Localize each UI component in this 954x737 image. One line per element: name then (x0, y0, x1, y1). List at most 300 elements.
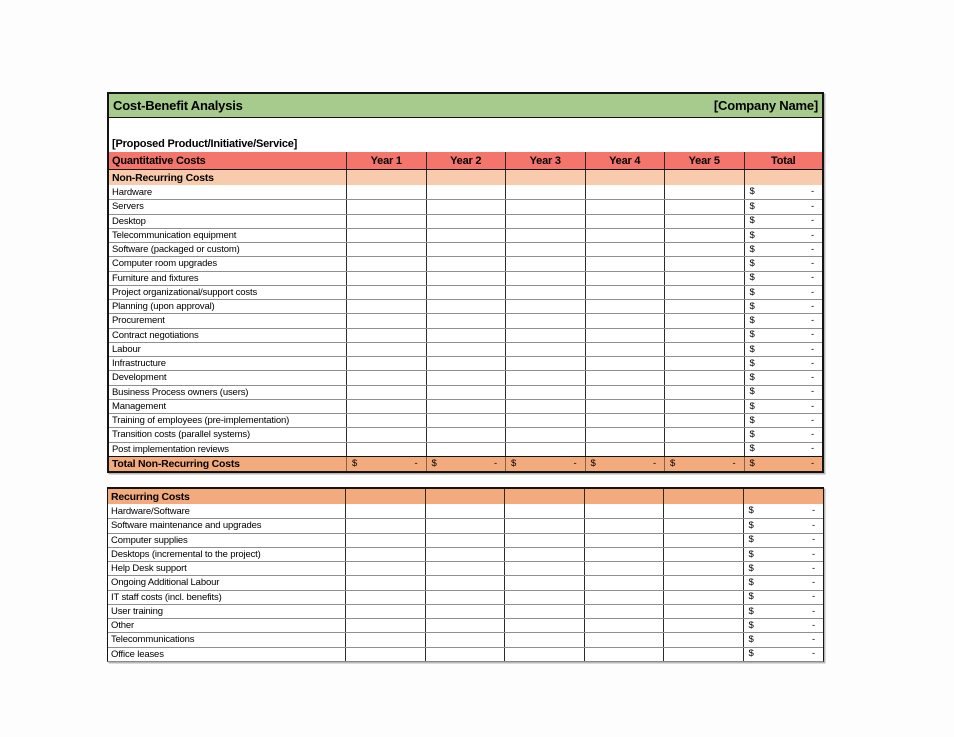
year-cell (425, 576, 505, 589)
currency-symbol: $ (749, 229, 755, 241)
total-cell (744, 329, 823, 342)
currency-symbol: $ (748, 591, 754, 603)
empty-amount: - (810, 443, 814, 455)
section-empty-cell (345, 489, 425, 504)
empty-amount: - (653, 458, 656, 469)
year-cell (426, 400, 506, 413)
year-cell (585, 286, 665, 299)
year-cell (345, 504, 425, 518)
year-cell (426, 229, 506, 242)
year-cell (345, 576, 425, 589)
year-cell (504, 648, 584, 661)
currency-symbol: $ (748, 605, 754, 617)
table-row (109, 328, 822, 342)
currency-symbol: $ (748, 634, 754, 646)
year-cell (426, 185, 506, 199)
year-cell (664, 257, 744, 270)
empty-amount: - (810, 400, 814, 412)
currency-symbol: $ (748, 577, 754, 589)
total-cell (744, 200, 823, 213)
year-cell (345, 619, 425, 632)
year-cell (505, 343, 585, 356)
table-row (108, 547, 823, 561)
table-row (109, 342, 822, 356)
year-cell (346, 371, 426, 384)
year-cell (585, 428, 665, 441)
year-cell (504, 519, 584, 532)
year-cell (664, 200, 744, 213)
table-row (109, 427, 822, 441)
year-cell (425, 562, 505, 575)
currency-symbol: $ (749, 286, 755, 298)
year-cell (664, 300, 744, 313)
row-label: Procurement (112, 315, 165, 327)
year-cell (425, 534, 505, 547)
year-cell (585, 229, 665, 242)
row-label: Telecommunications (111, 634, 195, 646)
total-cell (743, 591, 824, 604)
year-cell (664, 215, 744, 228)
year-cell (426, 343, 506, 356)
table-row (109, 214, 822, 228)
year-cell (664, 314, 744, 327)
year-cell (345, 591, 425, 604)
year-cell (505, 243, 585, 256)
table-row (108, 647, 823, 661)
year-cell (346, 386, 426, 399)
table-row (109, 399, 822, 413)
year-cell (505, 257, 585, 270)
empty-amount: - (414, 458, 418, 469)
currency-symbol: $ (749, 215, 755, 227)
year-cell (584, 562, 664, 575)
year-cell (426, 200, 506, 213)
year-header-cell: Total (744, 152, 823, 169)
year-cell (504, 504, 584, 518)
year-cell (505, 371, 585, 384)
year-cell (505, 200, 585, 213)
year-cell (346, 229, 426, 242)
recurring-costs-table (107, 487, 824, 662)
year-cell (346, 286, 426, 299)
section-empty-cell (346, 170, 426, 185)
total-cell (744, 286, 823, 299)
year-cell (346, 257, 426, 270)
row-label: Software (packaged or custom) (112, 244, 240, 256)
empty-amount: - (810, 229, 814, 241)
year-cell (346, 329, 426, 342)
total-amount-cell (426, 457, 506, 471)
row-label: Development (112, 372, 167, 384)
row-label: Hardware/Software (111, 505, 190, 517)
year-cell (584, 591, 664, 604)
currency-symbol: $ (749, 300, 755, 312)
total-amount-cell (664, 457, 744, 471)
year-cell (663, 576, 743, 589)
year-cell (425, 648, 505, 661)
total-non-recurring-row (109, 456, 822, 471)
total-cell (744, 400, 823, 413)
year-cell (584, 633, 664, 646)
currency-symbol: $ (748, 520, 754, 532)
table-row (108, 618, 823, 632)
table-row (109, 271, 822, 285)
currency-symbol: $ (748, 548, 754, 560)
currency-symbol: $ (749, 443, 755, 455)
empty-amount: - (573, 458, 577, 469)
year-cell (426, 300, 506, 313)
row-label: Desktops (incremental to the project) (111, 548, 261, 560)
currency-symbol: $ (749, 258, 755, 270)
empty-amount: - (811, 562, 815, 574)
quantitative-costs-label: Quantitative Costs (112, 154, 206, 167)
year-cell (426, 272, 506, 285)
year-cell (585, 314, 665, 327)
non-recurring-rows (109, 185, 822, 456)
total-cell (743, 519, 824, 532)
year-cell (425, 548, 505, 561)
total-cell (744, 443, 823, 456)
empty-amount: - (810, 343, 814, 355)
currency-symbol: $ (749, 243, 755, 255)
year-cell (584, 504, 664, 518)
year-cell (505, 185, 585, 199)
year-cell (504, 633, 584, 646)
year-cell (663, 562, 743, 575)
total-cell (744, 257, 823, 270)
currency-symbol: $ (749, 372, 755, 384)
total-cell (743, 534, 824, 547)
year-cell (505, 400, 585, 413)
total-cell (743, 605, 824, 618)
year-cell (664, 229, 744, 242)
year-cell (664, 243, 744, 256)
total-cell (744, 300, 823, 313)
year-cell (664, 357, 744, 370)
year-cell (426, 314, 506, 327)
year-cell (505, 443, 585, 456)
row-label: Telecommunication equipment (112, 229, 237, 241)
empty-amount: - (810, 429, 814, 441)
row-label: Transition costs (parallel systems) (112, 429, 250, 441)
total-cell (744, 272, 823, 285)
empty-amount: - (732, 458, 736, 469)
row-label: Desktop (112, 215, 146, 227)
year-cell (664, 428, 744, 441)
year-cell (664, 400, 744, 413)
currency-symbol: $ (749, 458, 755, 469)
year-cell (584, 619, 664, 632)
empty-amount: - (811, 605, 815, 617)
year-cell (425, 519, 505, 532)
year-cell (585, 386, 665, 399)
table-row (109, 256, 822, 270)
total-cell (744, 371, 823, 384)
year-cell (345, 605, 425, 618)
row-label: IT staff costs (incl. benefits) (111, 591, 222, 603)
year-cell (425, 605, 505, 618)
section-empty-cell (585, 170, 665, 185)
total-cell (744, 185, 823, 199)
table-row (109, 413, 822, 427)
proposed-product-label: [Proposed Product/Initiative/Service] (112, 138, 298, 150)
section-empty-cell (425, 489, 505, 504)
year-cell (505, 386, 585, 399)
total-cell (744, 386, 823, 399)
table-row (108, 533, 823, 547)
year-cell (663, 633, 743, 646)
row-label: Labour (112, 343, 141, 355)
year-cell (663, 619, 743, 632)
year-cell (584, 648, 664, 661)
currency-symbol: $ (352, 458, 358, 469)
year-cell (505, 314, 585, 327)
currency-symbol: $ (748, 619, 754, 631)
empty-amount: - (811, 534, 815, 546)
currency-symbol: $ (748, 505, 754, 517)
currency-symbol: $ (749, 315, 755, 327)
year-cell (664, 343, 744, 356)
currency-symbol: $ (749, 186, 755, 198)
year-cell (505, 272, 585, 285)
year-cell (585, 357, 665, 370)
year-cell (585, 371, 665, 384)
year-cell (663, 519, 743, 532)
empty-amount: - (810, 386, 814, 398)
year-cell (584, 534, 664, 547)
non-recurring-section-label: Non-Recurring Costs (112, 171, 214, 184)
currency-symbol: $ (749, 357, 755, 369)
total-cell (744, 243, 823, 256)
empty-amount: - (810, 201, 814, 213)
currency-symbol: $ (431, 458, 437, 469)
table-row (108, 575, 823, 589)
currency-symbol: $ (749, 329, 755, 341)
year-cell (585, 400, 665, 413)
year-cell (663, 648, 743, 661)
empty-amount: - (810, 357, 814, 369)
year-cell (426, 215, 506, 228)
year-cell (585, 257, 665, 270)
row-label: Planning (upon approval) (112, 301, 215, 313)
year-header-cell: Year 5 (664, 152, 744, 169)
table-row (108, 590, 823, 604)
row-label: Software maintenance and upgrades (111, 520, 262, 532)
year-cell (346, 200, 426, 213)
table-row (109, 356, 822, 370)
empty-amount: - (810, 315, 814, 327)
table-row (109, 442, 822, 456)
total-amount-cell (505, 457, 585, 471)
currency-symbol: $ (748, 534, 754, 546)
currency-symbol: $ (749, 429, 755, 441)
section-empty-cell (744, 170, 823, 185)
total-cell (743, 648, 824, 661)
year-cell (425, 619, 505, 632)
table-row (109, 285, 822, 299)
table-row (109, 370, 822, 384)
total-cell (743, 576, 824, 589)
year-cell (504, 619, 584, 632)
total-cell (744, 428, 823, 441)
year-cell (345, 562, 425, 575)
year-cell (504, 591, 584, 604)
cost-benefit-table (107, 92, 824, 473)
section-empty-cell (426, 170, 506, 185)
year-cell (346, 185, 426, 199)
table-row (109, 385, 822, 399)
year-cell (584, 519, 664, 532)
table-row (108, 504, 823, 518)
year-cell (346, 272, 426, 285)
year-cell (345, 633, 425, 646)
row-label: Computer room upgrades (112, 258, 217, 270)
year-cell (505, 329, 585, 342)
year-cell (663, 605, 743, 618)
year-cell (504, 562, 584, 575)
total-cell (744, 215, 823, 228)
year-cell (505, 428, 585, 441)
year-cell (505, 300, 585, 313)
currency-symbol: $ (749, 272, 755, 284)
total-cell (744, 229, 823, 242)
empty-amount: - (810, 329, 814, 341)
year-cell (426, 371, 506, 384)
page-title: Cost-Benefit Analysis (113, 98, 243, 113)
empty-amount: - (810, 258, 814, 270)
year-cell (426, 243, 506, 256)
year-cell (585, 343, 665, 356)
empty-amount: - (810, 372, 814, 384)
year-cell (426, 428, 506, 441)
year-cell (664, 272, 744, 285)
table-row (109, 313, 822, 327)
empty-amount: - (811, 591, 815, 603)
year-cell (425, 504, 505, 518)
total-cell (743, 562, 824, 575)
row-label: Project organizational/support costs (112, 286, 258, 298)
year-cell (346, 215, 426, 228)
empty-amount: - (810, 300, 814, 312)
row-label: Contract negotiations (112, 329, 199, 341)
year-cell (664, 414, 744, 427)
currency-symbol: $ (670, 458, 676, 469)
year-cell (505, 357, 585, 370)
total-cell (744, 357, 823, 370)
currency-symbol: $ (590, 458, 596, 469)
subtitle-row (109, 118, 822, 152)
total-cell (744, 343, 823, 356)
year-cell (664, 371, 744, 384)
year-cell (346, 443, 426, 456)
section-empty-cell (504, 489, 584, 504)
year-cell (426, 414, 506, 427)
empty-amount: - (811, 619, 815, 631)
year-cell (345, 648, 425, 661)
section-empty-cell (663, 489, 743, 504)
empty-amount: - (811, 634, 815, 646)
year-cell (663, 504, 743, 518)
row-label: Other (111, 620, 135, 632)
year-cell (426, 357, 506, 370)
recurring-rows (108, 504, 823, 661)
year-cell (664, 329, 744, 342)
empty-amount: - (811, 458, 814, 469)
table-row (108, 561, 823, 575)
empty-amount: - (810, 243, 814, 255)
year-cell (505, 414, 585, 427)
total-cell (743, 548, 824, 561)
row-label: Post implementation reviews (112, 443, 229, 455)
recurring-section-row (108, 489, 823, 504)
empty-amount: - (810, 286, 814, 298)
year-cell (505, 286, 585, 299)
total-amount-cell (585, 457, 665, 471)
currency-symbol: $ (511, 458, 517, 469)
year-cell (426, 286, 506, 299)
year-cell (664, 443, 744, 456)
year-cell (346, 357, 426, 370)
empty-amount: - (810, 215, 814, 227)
year-cell (346, 343, 426, 356)
empty-amount: - (811, 520, 815, 532)
year-cell (664, 185, 744, 199)
year-cell (426, 329, 506, 342)
currency-symbol: $ (748, 648, 754, 660)
year-cell (345, 534, 425, 547)
empty-amount: - (811, 648, 815, 660)
empty-amount: - (810, 272, 814, 284)
table-row (109, 228, 822, 242)
company-name: [Company Name] (713, 98, 818, 113)
year-cell (585, 443, 665, 456)
empty-amount: - (494, 458, 497, 469)
year-cell (425, 633, 505, 646)
empty-amount: - (810, 414, 814, 426)
year-cell (584, 605, 664, 618)
total-amount-cell (346, 457, 426, 471)
table-row (108, 604, 823, 618)
year-cell (346, 243, 426, 256)
year-cell (345, 519, 425, 532)
row-label: Management (112, 400, 166, 412)
table-row (109, 299, 822, 313)
year-cell (585, 329, 665, 342)
row-label: Training of employees (pre-implementation) (112, 415, 290, 427)
currency-symbol: $ (748, 562, 754, 574)
currency-symbol: $ (749, 414, 755, 426)
year-cell (345, 548, 425, 561)
year-cell (584, 548, 664, 561)
total-cell (744, 414, 823, 427)
table-row (109, 242, 822, 256)
quantitative-costs-header-row (109, 152, 822, 170)
year-cell (425, 591, 505, 604)
total-amount-cell (744, 457, 823, 471)
year-cell (346, 414, 426, 427)
year-cell (585, 200, 665, 213)
total-cell (743, 619, 824, 632)
row-label: Business Process owners (users) (112, 386, 249, 398)
year-cell (585, 272, 665, 285)
year-cell (585, 243, 665, 256)
empty-amount: - (811, 577, 815, 589)
year-cell (505, 215, 585, 228)
currency-symbol: $ (749, 201, 755, 213)
row-label: Computer supplies (111, 534, 188, 546)
total-cell (744, 314, 823, 327)
year-cell (663, 548, 743, 561)
